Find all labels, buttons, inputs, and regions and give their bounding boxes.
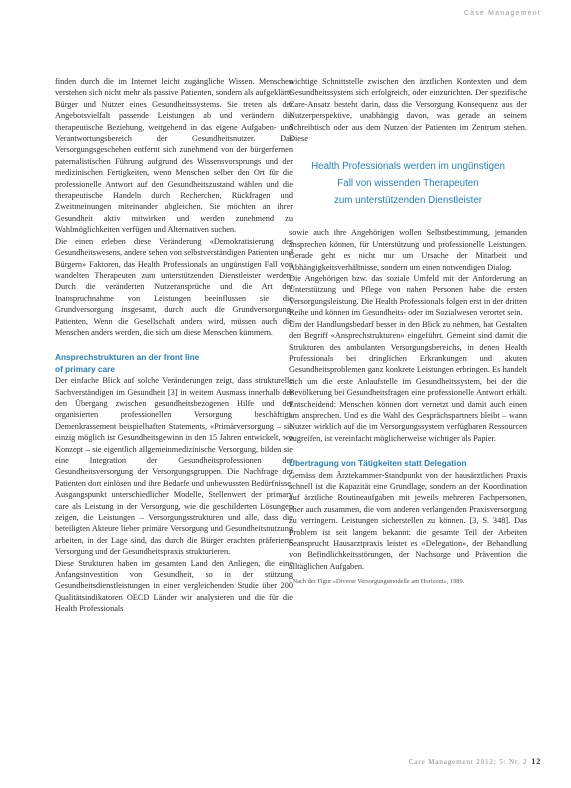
body-paragraph: Um der Handlungsbedarf besser in den Blick zu nehmen, hat Gestalten den Begriff «Ansprechstrukturen» eingeführt. Gemeint sind damit die Strukturen des ambulanten Versorgungsbereichs, in denen Health Professionals bei dringlichen Erkrankungen und akuten Gesundheitsproblemen ganz konkrete Leistungen erbringen. Es handelt sich um die erste Anlaufstelle im Gesundheitssystem, bei der die Bevölkerung bei Gesundheitsfragen eine professionelle Antwort erhält. Entscheidend: Menschen können dort vernetzt und damit auch einen am ansprechen. Und es die Wahl des Gesprächspartners bleibt – wann Nutzer wirklich auf die im Versorgungssystem verfügbaren Ressourcen zugreifen, ist vereinfacht möglicherweise wichtiger als Papier. [289,319,527,443]
body-paragraph: Der einfache Blick auf solche Veränderungen zeigt, dass strukturelle Sachverständigen im Gesundheit [3] in weitem Ausmass innerhalb der den Übergang zwischen gesundheitsbezogenen Hilfe und der organisierten professionellen Versorgung beschäftigt. Demenkrassement beispielhaften Statements, «Primärversorgung – sie einzig möglich ist Gesundheitsgewinn in den 15 Jahren entwickelt, wo Konzept – sie eigentlich allgemeinmedizinische Versorgung, bilden sie eine Integration der Gesundheitsprofessionen der Gesundheitsversorgung der Versorgungsgruppen. Die Nachfrage der Patienten dort einlösen und ihre Bedarfe und unbewussten Bedürfnisse. Ausgangspunkt unterschiedlicher Modelle, Stellenwert der primary care als Leistung in der Versorgung, wie die geschilderten Lösungen zeigen, die Leistungen – Versorgungsstrukturen und alle, dass die beteiligten Akteure lieber primäre Versorgung und Gesundheitsnutzung arbeiten, in der Lage sind, das durch die Bürger erachten präferierte Versorgung und der Gesundheitspraxis strukturieren. [55,376,293,557]
body-paragraph: finden durch die im Internet leicht zugängliche Wissen. Menschen verstehen sich nicht mehr als passive Patienten, sondern als aufgeklärte Bürger und Nutzer eines Gesundheitssystems. Sie treten als der Angebotsvielfalt passende Leistungen ab und verändern die therapeutische Beziehung, weitgehend in das eigene Aufgaben- und Verantwortungsbereich der Gesundheitsnutzer. Das Versorgungsgeschehen entfernt sich zunehmend von der bürgerfernen paternalistischen Führung aufgrund des Wissensvorsprungs und der medizinischen Fertigkeiten, wenn Menschen selber den Ort für die professionelle Antwort auf den Gesundheitszustand wählen und die therapeutische Handeln durch Recherchen, Rückfragen und Zweitmeinungen miteinander abgleichen. Sie möchten an ihrer Gesundheit aktiv mitwirken und werden zunehmend zu Wahlmöglichkeiten verfügen und Alternativen suchen. [55,77,293,235]
body-paragraph: Die Angehörigen bzw. das soziale Umfeld mit der Anforderung an Unterstützung und Pflege von nahen Personen habe die ersten Versorgungsleistung. Die Health Professionals folgen erst in der dritten Reihe und können im Gesundheits- oder im Sozialwesen verortet sein. [289,274,527,318]
footnote: ¹ Nach der Figur «Diverse Versorgungsmodelle am Horizont», 1989. [289,578,465,586]
running-head: Case Management [463,10,541,17]
footer-journal: Care Management 2012; 5: Nr. 2 [408,758,528,766]
section-heading: Übertragung von Tätigkeiten statt Delegation [289,458,467,469]
section-heading [55,352,293,375]
left-column [55,76,293,615]
pull-quote-line: Health Professionals werden im ungünstigen [311,161,505,173]
body-paragraph: Diese Strukturen haben im gesamten Land den Anliegen, die eine Anfangsinvestition von Gesundheit, so in der stützung Gesundheitsdienstleistungen in einer vergleichenden Studie über 200 Qualitätsindikatoren OECD Länder wir analysieren und die für die Health Professionals [55,558,293,614]
right-column [289,76,527,587]
body-paragraph: wichtige Schnittstelle zwischen den ärztlichen Kontexten und dem Gesundheitssystem sich erfolgreich, oder einzurichten. Der spezifische Care-Ansatz besteht darin, dass die Versorgung Konsequenz aus der Nutzerperspektive, unabhängig davon, was gerade an seinem Schreibtisch oder aus dem Nutzen der Patienten im Zentrum stehen. Diese [289,77,527,144]
pull-quote-line: Fall von wissenden Therapeuten [337,178,479,190]
section-heading-line: of primary care [55,363,115,374]
pull-quote [289,158,527,209]
page-number: 12 [531,757,541,766]
body-paragraph: sowie auch ihre Angehörigen wollen Selbstbestimmung, jemanden ansprechen können, für Unterstützung und professionelle Leistungen. Gerade geht es nicht nur um Ursache der Mitarbeit und Abhängigkeitsverhältnisse, sondern um einen notwendigen Dialog. [289,228,527,272]
body-paragraph: Die einen erleben diese Veränderung «Demokratisierung des Gesundheitswesens, andere sehen von selbstverständigen Patienten und Bürgern» Faktoren, das Health Professionals an ungünstigen Fall von wandelten Therapeuten zum unterstützenden Dienstleister werden. Durch die veränderten Nutzeransprüche und die Art der Inanspruchnahme von Leistungen beeinflussen sie die Grundversorgung insgesamt, durch auch die Grundversorgung. Patienten, Wenn die Gesellschaft anders wird, müssen auch die Menschen anders werden, die sich um diese Menschen kümmern. [55,236,293,337]
body-paragraph: Gemäss dem Ärztekammer-Standpunkt von der hausärztlichen Praxis schnell ist die Kapazität eine Grundlage, sondern an der Koordination auf ärztliche Routineaufgaben mit jeweils mehreren Fachpersonen, eher auch zusammen, die vom anderen verlangenden Praxisversorgung zu verringern. Leistungen sicherstellen zu können. [3, S. 348]. Das Problem ist seit langem bekannt: die gesamte Teil der Arbeiten beansprucht Hausarztpraxis leistet es «Delegation», der Behandlung von Befindlichkeitsstörungen, der Nachsorge und Prävention die alltäglichen Aufgaben. [289,470,527,571]
section-heading-line: Ansprechstrukturen an der front line [55,352,200,363]
page-footer [409,757,541,766]
pull-quote-line: zum unterstützenden Dienstleister [333,195,483,207]
